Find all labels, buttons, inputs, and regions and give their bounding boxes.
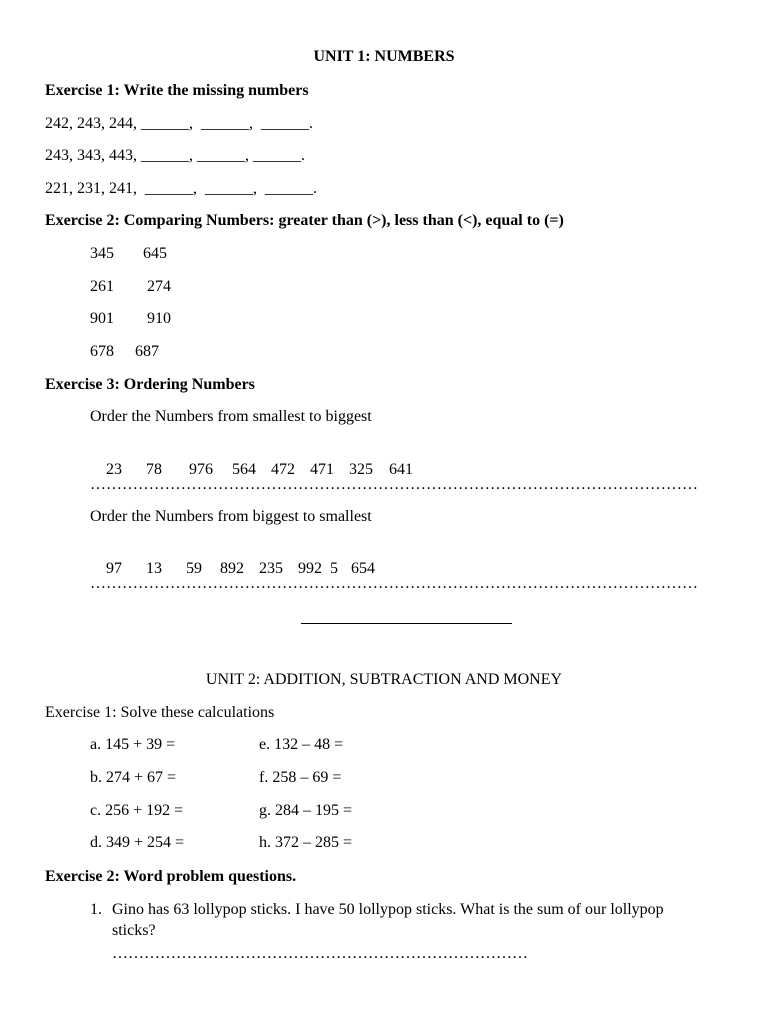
answer-line-2: …………………………………………………………………………………………………… <box>90 575 698 592</box>
order-number: 13 <box>146 560 162 577</box>
order-number: 564 <box>232 461 256 478</box>
unit2-ex1-heading: Exercise 1: Solve these calculations <box>45 704 275 721</box>
calculation-f: f. 258 – 69 = <box>259 769 342 786</box>
order-number: 78 <box>146 461 162 478</box>
unit1-title: UNIT 1: NUMBERS <box>313 48 455 65</box>
missing-numbers-row-2: 243, 343, 443, ______, ______, ______. <box>45 147 305 164</box>
unit1-ex3-heading: Exercise 3: Ordering Numbers <box>45 376 255 393</box>
compare-pair-1-right: 645 <box>143 245 167 262</box>
compare-pair-2-right: 274 <box>147 278 171 295</box>
order-number: 641 <box>389 461 413 478</box>
order-number: 976 <box>189 461 213 478</box>
order-instruction-biggest: Order the Numbers from biggest to smallest <box>90 508 372 525</box>
order-number: 654 <box>351 560 375 577</box>
unit2-ex2-heading: Exercise 2: Word problem questions. <box>45 868 297 885</box>
calculation-g: g. 284 – 195 = <box>259 802 353 819</box>
compare-pair-3-right: 910 <box>147 310 171 327</box>
question-1-answer-line: …………………………………………………………………… <box>112 945 528 962</box>
order-number: 472 <box>271 461 295 478</box>
unit1-ex1-heading: Exercise 1: Write the missing numbers <box>45 82 309 99</box>
order-number: 471 <box>310 461 334 478</box>
compare-pair-3-left: 901 <box>90 310 114 327</box>
calculation-a: a. 145 + 39 = <box>90 736 176 753</box>
order-number: 892 <box>220 560 244 577</box>
missing-numbers-row-3: 221, 231, 241, ______, ______, ______. <box>45 180 317 197</box>
compare-pair-2-left: 261 <box>90 278 114 295</box>
calculation-c: c. 256 + 192 = <box>90 802 184 819</box>
order-number: 235 <box>259 560 283 577</box>
calculation-d: d. 349 + 254 = <box>90 834 185 851</box>
order-number: 59 <box>186 560 202 577</box>
order-instruction-smallest: Order the Numbers from smallest to biggest <box>90 408 372 425</box>
answer-line-1: …………………………………………………………………………………………………… <box>90 476 698 493</box>
unit1-ex2-heading: Exercise 2: Comparing Numbers: greater than (>), less than (<), equal to (=) <box>45 212 564 229</box>
compare-pair-1-left: 345 <box>90 245 114 262</box>
calculation-e: e. 132 – 48 = <box>259 736 344 753</box>
question-1-number: 1. <box>90 901 102 918</box>
order-number: 23 <box>106 461 122 478</box>
missing-numbers-row-1: 242, 243, 244, ______, ______, ______. <box>45 115 313 132</box>
calculation-h: h. 372 – 285 = <box>259 834 353 851</box>
question-1-line-2: sticks? <box>112 922 156 939</box>
question-1-line-1: Gino has 63 lollypop sticks. I have 50 lollypop sticks. What is the sum of our lollypop <box>112 901 664 918</box>
calculation-b: b. 274 + 67 = <box>90 769 177 786</box>
compare-pair-4-left: 678 <box>90 343 114 360</box>
section-divider <box>301 623 512 624</box>
order-number: 5 <box>330 560 338 577</box>
compare-pair-4-right: 687 <box>135 343 159 360</box>
unit2-title: UNIT 2: ADDITION, SUBTRACTION AND MONEY <box>205 671 563 688</box>
order-number: 325 <box>349 461 373 478</box>
order-number: 992 <box>298 560 322 577</box>
order-number: 97 <box>106 560 122 577</box>
